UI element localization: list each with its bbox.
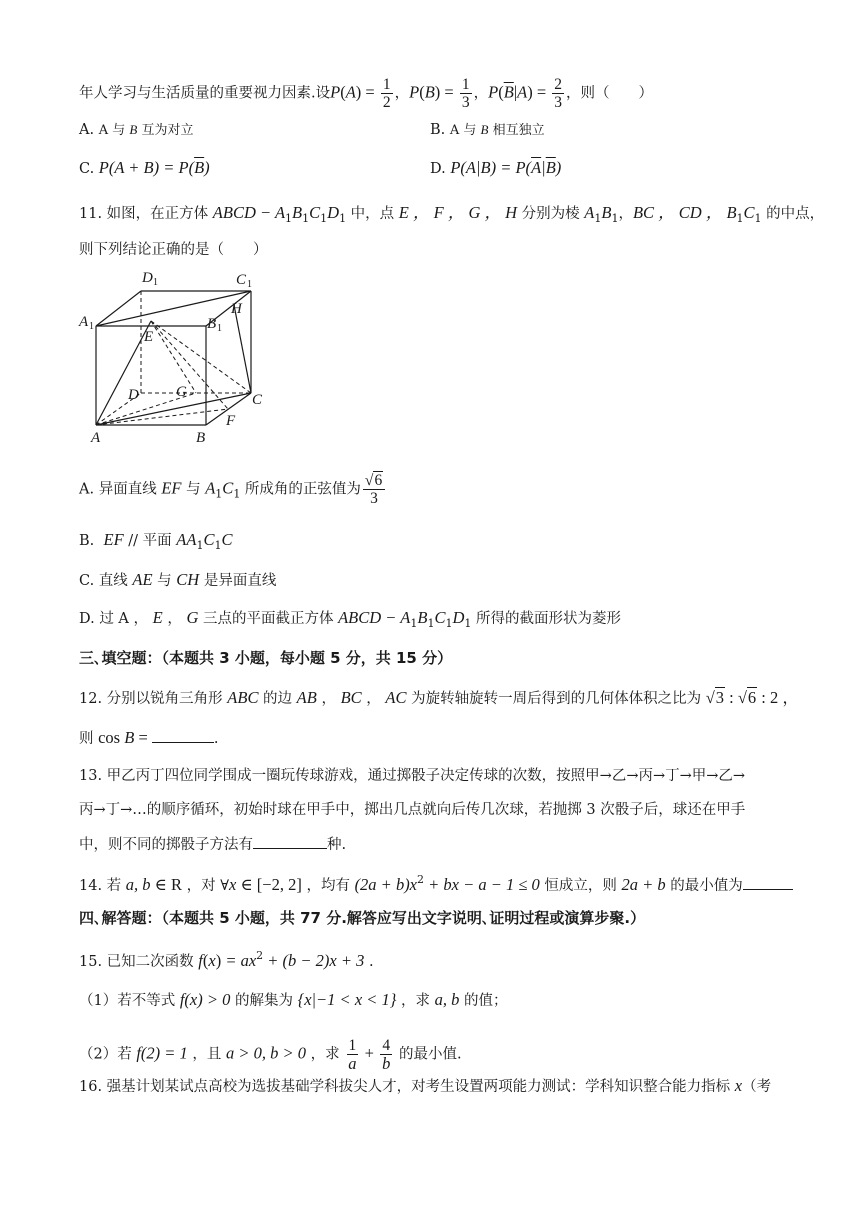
- q13-line3: [79, 834, 346, 855]
- q11-option-a-fraction: [363, 472, 385, 507]
- q14-t1: 14. 若: [79, 878, 126, 894]
- q11-stem-a: 11. 如图，在正方体: [79, 206, 213, 222]
- q11-option-d-e: E: [152, 608, 163, 627]
- q11-cube-sub4: 1: [339, 212, 347, 225]
- q15-rest: + (b − 2)x + 3: [263, 951, 365, 970]
- q11-cube-sub1: 1: [285, 212, 293, 225]
- q11-option-a-a1-sub: 1: [215, 487, 223, 501]
- section-4-heading: 四､解答题：（本题共 5 小题，共 77 分.解答应写出文字说明､证明过程或演算步聚.）: [79, 909, 646, 927]
- q15-p1-d: 的值；: [459, 993, 508, 1009]
- q15-square: 2: [256, 949, 264, 962]
- q10-option-c-expr-left: P(A + B) = P(: [98, 158, 195, 177]
- q15-p2-cond: a > 0, b > 0: [226, 1043, 307, 1063]
- q12-eq: =: [134, 728, 152, 747]
- q11-option-b-letter: B.: [79, 533, 95, 549]
- q10-pba-fraction: [552, 76, 564, 111]
- q11-stem-c: 分别为棱: [517, 206, 585, 222]
- q15-p2-c: ，求: [306, 1046, 345, 1063]
- label-b: B: [196, 430, 206, 446]
- q16-line1-b: （考: [742, 1079, 772, 1095]
- q10-pba-num: 2: [554, 76, 563, 93]
- q12-colon2: : 2 ，: [757, 688, 799, 707]
- q14-expr3: 2a + b: [621, 875, 666, 894]
- q11-points: E ， F ， G ， H: [398, 203, 518, 222]
- q10-intro-text: 年人学习与生活质量的重要视力因素.设: [79, 85, 331, 102]
- q10-pa-arg: A: [345, 82, 356, 102]
- q11-option-a[interactable]: [79, 472, 387, 507]
- q11-option-d-t2: ，: [162, 611, 187, 627]
- q10-pba-den: 3: [554, 94, 563, 111]
- q12-sqrt3: √3: [705, 688, 724, 707]
- q12-colon1: :: [725, 688, 738, 707]
- q11-option-c-letter: C.: [79, 573, 95, 589]
- q11-option-a-a1: A: [205, 478, 216, 498]
- q12-line1: [79, 688, 799, 709]
- q15-dot: .: [364, 954, 374, 970]
- q12-bc: BC: [340, 688, 362, 707]
- q11-option-b-aa1-sub: 1: [196, 539, 204, 552]
- q10-pa-symbol: P: [330, 82, 341, 102]
- q11-cube-sub2: 1: [302, 212, 310, 225]
- segment-e-f-hidden: [151, 321, 228, 409]
- q12-t3: ，: [316, 691, 341, 707]
- q10-option-d-bar-b: $\overline{B}$: [545, 158, 556, 177]
- q15-lp: (: [202, 951, 209, 970]
- q10-pba-symbol: P: [488, 82, 499, 102]
- q14-t4: 恒成立，则: [539, 878, 622, 894]
- q11-option-b-c1-sub: 1: [214, 539, 222, 552]
- q14-x: x: [229, 875, 237, 894]
- q10-option-d-letter: D.: [430, 161, 446, 177]
- label-a1-sub: 1: [89, 321, 94, 332]
- q12-cos-b: B: [120, 728, 135, 747]
- q15-p2-plus: +: [360, 1043, 379, 1063]
- q13-line3-a: 中，则不同的掷骰子方法有: [79, 837, 253, 853]
- q10-pba-a: A: [517, 82, 528, 102]
- q10-option-d-expr-left: P(A|B) = P(: [450, 158, 532, 177]
- q10-pb-num: 1: [461, 76, 470, 93]
- q11-option-c-t1: 直线: [98, 573, 133, 589]
- q10-option-b-var: B: [480, 122, 489, 137]
- q11-option-b-aa1: AA: [176, 530, 197, 549]
- q15-p2-d2: b: [382, 1054, 391, 1073]
- q14-t3: ，均有: [301, 878, 355, 894]
- q15-p2-f: f(2) = 1: [136, 1043, 188, 1063]
- q15-p1-set: {x|−1 < x < 1}: [297, 990, 397, 1009]
- q15-p2-n1: 1: [348, 1037, 357, 1054]
- q12-t2: 的边: [258, 691, 297, 707]
- q14-expr1: (2a + b)x: [354, 875, 418, 894]
- q16-x: x: [734, 1076, 743, 1095]
- q11-option-d-letter: D.: [79, 611, 95, 627]
- q10-option-d-mid: |: [541, 158, 546, 177]
- label-c1-sub: 1: [247, 279, 252, 290]
- q16-line1-a: 16. 强基计划某试点高校为选拔基础学科拔尖人才，对考生设置两项能力测试：学科知识整合能力指标: [79, 1079, 735, 1095]
- q12-r1: 3: [715, 688, 724, 707]
- q11-option-d-s2: 1: [427, 617, 435, 630]
- section-3-heading: 三､填空题：（本题共 3 小题，每小题 5 分，共 15 分）: [79, 649, 453, 667]
- q13-line1: 13. 甲乙丙丁四位同学围成一圈玩传球游戏，通过掷骰子决定传球的次数，按照甲→乙→丙→丁→甲→乙→: [79, 768, 746, 784]
- q11-cube-d: D: [327, 203, 340, 222]
- q11-option-d[interactable]: [79, 608, 621, 634]
- segment-a-e: [96, 321, 154, 425]
- q15-p1-f: f(x) > 0: [179, 990, 231, 1009]
- q15-p2-b: ，且: [187, 1046, 227, 1063]
- label-c1: C: [236, 272, 247, 288]
- q10-pb-den: 3: [461, 94, 470, 111]
- q12-answer-blank[interactable]: [152, 728, 214, 743]
- q11-cube-c: C: [309, 203, 321, 222]
- q15-p2-frac1: [346, 1037, 358, 1072]
- q11-option-d-cube: ABCD − A: [338, 608, 411, 627]
- segment-e-c-hidden: [151, 321, 251, 393]
- q11-option-c-ch: CH: [176, 570, 200, 589]
- q13-line3-b: 种.: [327, 837, 347, 853]
- q11-option-b-t1: // 平面: [123, 533, 177, 549]
- q16-line1: [79, 1076, 771, 1097]
- label-a1: A: [79, 314, 89, 330]
- q12-line2-a: 则: [79, 731, 99, 747]
- q10-option-a[interactable]: [79, 120, 193, 141]
- q10-option-a-letter: A.: [79, 122, 95, 138]
- q14-t5: 的最小值为: [665, 878, 743, 894]
- label-d1: D: [142, 270, 153, 286]
- q14-expr2: + bx − a − 1 ≤ 0: [424, 875, 540, 894]
- label-g: G: [176, 384, 187, 400]
- q10-option-c[interactable]: [79, 158, 210, 179]
- q11-cube-sub3: 1: [320, 212, 328, 225]
- q11-option-d-t4: 所得的截面形状为菱形: [471, 611, 621, 627]
- segment-h-c: [234, 305, 251, 393]
- q15-p2-d: 的最小值.: [394, 1046, 462, 1063]
- q15-p2-a: （2）若: [79, 1046, 137, 1063]
- q11-option-a-num: 6: [374, 472, 383, 489]
- q10-intro-line: 年人学习与生活质量的重要视力因素.设P(A) = $\frac{1}{2}$ ，P(B) = $\frac{1}{3}$ ，$P(\overline{B}|A)$ = $\frac{2}{3}$ ，则（ ）: [79, 76, 654, 111]
- q11-option-d-b: B: [417, 608, 428, 627]
- q15-f: f: [198, 951, 203, 970]
- q11-option-d-c: C: [434, 608, 446, 627]
- q15-p1-c: ，求: [396, 993, 435, 1009]
- q10-option-a-var: B: [129, 122, 138, 137]
- q15-p1-b: 的解集为: [230, 993, 298, 1009]
- q11-option-b[interactable]: [79, 530, 232, 556]
- q12-abc: ABC: [227, 688, 259, 707]
- q11-option-b-c1: C: [203, 530, 215, 549]
- q11-option-b-c: C: [221, 530, 233, 549]
- q11-option-c-ae: AE: [132, 570, 153, 589]
- q11-edge2b: C: [743, 203, 755, 222]
- q11-edge2b-sub: 1: [754, 212, 762, 225]
- q11-option-d-s4: 1: [464, 617, 472, 630]
- q11-option-a-sqrt: √6: [364, 472, 383, 489]
- q11-option-a-letter: A.: [79, 481, 95, 498]
- q15-p2-d1: a: [348, 1054, 357, 1073]
- q11-stem-b: 中，点: [346, 206, 399, 222]
- q15-p1-a: （1）若不等式: [79, 993, 180, 1009]
- q12-ac: AC: [385, 688, 407, 707]
- q12-dot: .: [213, 731, 219, 747]
- q10-pb-fraction: [460, 76, 472, 111]
- q11-cube-name: ABCD − A: [212, 203, 286, 222]
- q11-edge2: BC ， CD ， B: [632, 203, 737, 222]
- q11-option-a-t3: 所成角的正弦值为: [240, 481, 361, 498]
- q12-line2: [79, 728, 219, 749]
- q10-option-c-bar: $\overline{B}$: [194, 158, 205, 177]
- q11-option-d-t3: 三点的平面截正方体: [198, 611, 339, 627]
- q10-option-b-text1: A 与: [449, 123, 481, 138]
- q15-x: x: [208, 951, 216, 970]
- q10-option-a-text1: A 与: [98, 123, 130, 138]
- q12-sqrt6: √6: [737, 688, 757, 707]
- q11-stem-d: 的中点，: [761, 206, 825, 222]
- q11-option-d-s1: 1: [410, 617, 418, 630]
- q10-pa-den: 2: [382, 94, 391, 111]
- q14-t2: ，对 ∀: [182, 878, 229, 894]
- q14-ab: a, b: [125, 875, 151, 894]
- q10-pb-arg: B: [424, 82, 435, 102]
- q10-pa-fraction: [381, 76, 393, 111]
- label-b1-sub: 1: [217, 323, 222, 334]
- q15-p2-frac2: [380, 1037, 392, 1072]
- q10-option-b-text2: 相互独立: [488, 123, 545, 138]
- q10-option-d[interactable]: [430, 158, 561, 179]
- q10-option-a-text2: 互为对立: [137, 123, 194, 138]
- q14-answer-blank[interactable]: [743, 875, 793, 890]
- q10-pba-barb: $\overline{B}$: [503, 82, 514, 102]
- q10-option-c-expr-right: ): [204, 158, 210, 177]
- q10-pa-num: 1: [382, 76, 391, 93]
- q11-option-d-t1: 过 A ，: [99, 611, 153, 627]
- q10-pb-symbol: P: [409, 82, 420, 102]
- label-a: A: [91, 430, 101, 446]
- q12-t5: 为旋转轴旋转一周后得到的几何体体积之比为: [406, 691, 706, 707]
- q11-option-a-c1: C: [222, 478, 234, 498]
- q11-edge1b: B: [601, 203, 612, 222]
- q15-t1: 15. 已知二次函数: [79, 954, 199, 970]
- label-h: H: [231, 301, 242, 317]
- q10-option-b[interactable]: [430, 120, 545, 141]
- q10-option-d-expr-right: ): [555, 158, 562, 177]
- q15-p1-ab: a, b: [434, 990, 460, 1009]
- q11-option-a-t1: 异面直线: [98, 481, 162, 498]
- q11-option-a-den: 3: [370, 490, 378, 507]
- q11-stem-line2: 则下列结论正确的是（ ）: [79, 242, 268, 258]
- q15-part2: [79, 1037, 462, 1072]
- q11-option-c-t3: 是异面直线: [199, 573, 277, 589]
- q13-line2: 丙→丁→…的顺序循环，初始时球在甲手中，掷出几点就向后传几次球，若抛掷 3 次骰子后，球还在甲手: [79, 802, 746, 818]
- q12-ab: AB: [296, 688, 317, 707]
- segment-e-g-hidden: [151, 321, 196, 393]
- label-c: C: [252, 392, 263, 408]
- q11-option-d-d: D: [452, 608, 465, 627]
- label-e: E: [144, 329, 154, 345]
- q12-t4: ，: [361, 691, 386, 707]
- q13-answer-blank[interactable]: [253, 834, 327, 849]
- q15-stem: [79, 946, 374, 972]
- q11-option-a-ef: EF: [161, 478, 182, 498]
- q11-option-d-s3: 1: [445, 617, 453, 630]
- q15-p2-n2: 4: [382, 1037, 391, 1054]
- q10-option-b-letter: B.: [430, 122, 446, 138]
- q11-option-c-t2: 与: [152, 573, 177, 589]
- q14-interval: ∈ [−2, 2]: [236, 875, 302, 894]
- q11-edge1b-sub: 1: [611, 212, 619, 225]
- q11-edge1: A: [584, 203, 595, 222]
- q10-tail: ，则（ ）: [566, 85, 654, 102]
- q15-part1: [79, 990, 507, 1011]
- q11-option-b-ef: EF: [103, 530, 124, 549]
- q12-r2: 6: [747, 688, 757, 707]
- q15-eq: = ax: [221, 951, 257, 970]
- q12-t1: 12. 分别以锐角三角形: [79, 691, 228, 707]
- q11-option-c[interactable]: [79, 570, 276, 591]
- q11-option-a-t2: 与: [181, 481, 206, 498]
- label-f: F: [226, 413, 236, 429]
- q14-in-r: ∈ R: [150, 875, 183, 894]
- q11-edge1-sub: 1: [594, 212, 602, 225]
- q11-option-d-g: G: [186, 608, 199, 627]
- q11-cube-b: B: [292, 203, 303, 222]
- q15-rp: ): [215, 951, 222, 970]
- q12-cos: cos: [98, 728, 121, 747]
- label-d: D: [128, 387, 139, 403]
- label-b1: B: [207, 316, 217, 332]
- cube-figure: [76, 268, 276, 448]
- q14-line: [79, 870, 793, 896]
- q10-option-c-letter: C.: [79, 161, 95, 177]
- q11-stem-line1: 11. 如图，在正方体 ABCD − $A_1B_1C_1D_1$ 中，点 E ， F ， G ， H 分别为棱 $A_1B_1$，BC ， CD ， $B_1C_1$ 的中点，: [79, 203, 825, 225]
- q10-option-d-bar-a: $\overline{A}$: [531, 158, 542, 177]
- label-d1-sub: 1: [153, 277, 158, 288]
- q14-square: 2: [417, 873, 425, 886]
- q11-option-a-c1-sub: 1: [233, 487, 241, 501]
- q11-edge2-sub: 1: [736, 212, 744, 225]
